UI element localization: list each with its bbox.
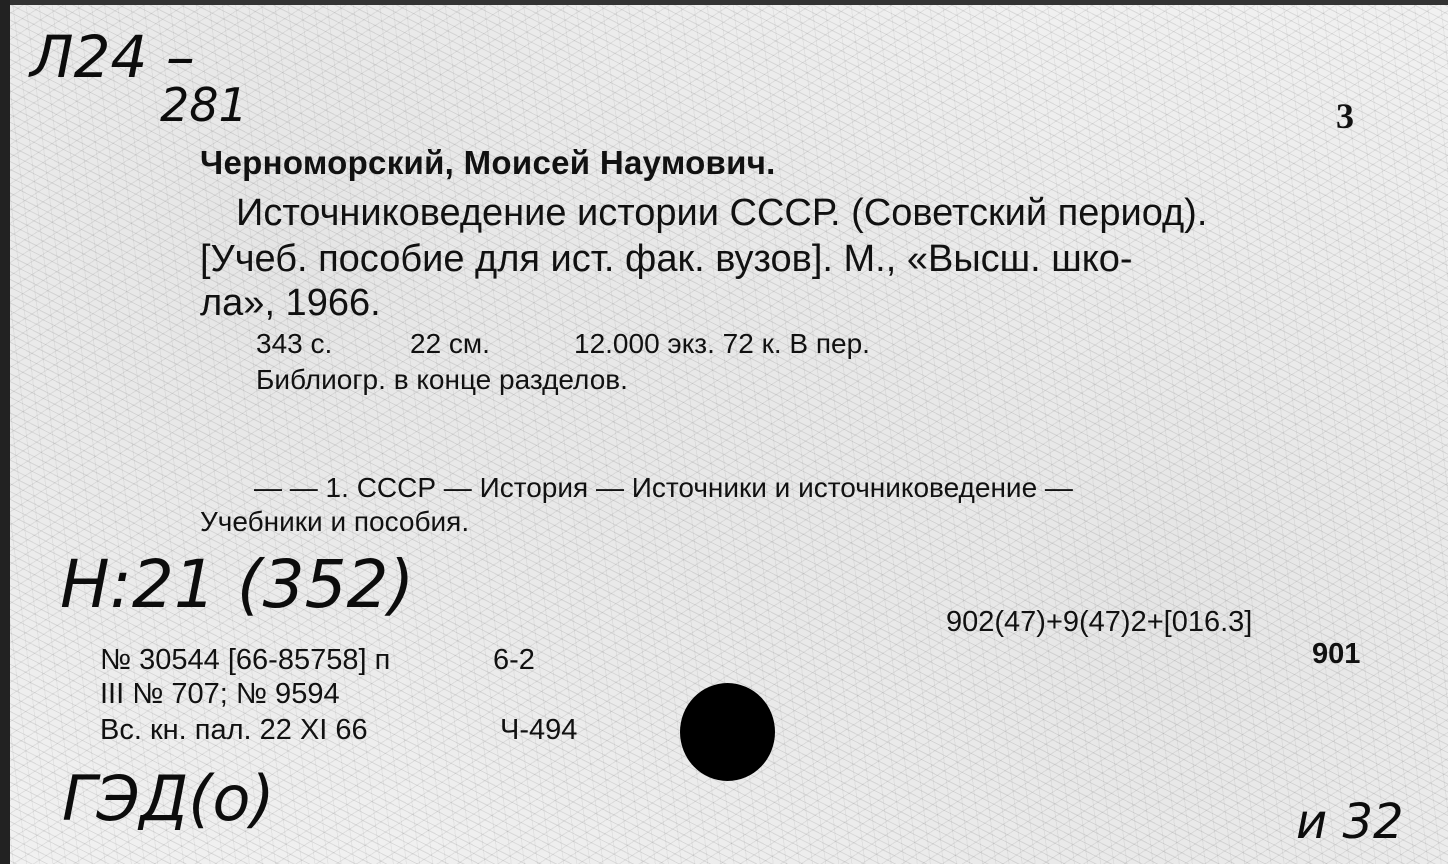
card-left-edge [0, 0, 10, 864]
book-size: 22 см. [410, 328, 490, 359]
udc-classification-sub: 901 [1312, 638, 1361, 670]
udc-classification: 902(47)+9(47)2+[016.3] [946, 606, 1253, 638]
handwritten-call-number-line2: 281 [160, 78, 248, 132]
subject-heading-line-2: Учебники и пособия. [200, 506, 470, 537]
registration-code: 6-2 [493, 644, 535, 676]
title-line-3: ла», 1966. [200, 282, 381, 324]
registration-line-2: III № 707; № 9594 [100, 678, 340, 710]
registration-date: Вс. кн. пал. 22 XI 66 [100, 714, 368, 746]
author-heading: Черноморский, Моисей Наумович. [200, 144, 776, 181]
bibliography-note: Библиогр. в конце разделов. [256, 364, 628, 395]
punched-hole [680, 683, 775, 781]
handwritten-bottom-left: ГЭД(о) [62, 762, 275, 835]
card-top-edge [0, 0, 1448, 5]
handwritten-shelf-mark: H:21 (352) [60, 546, 415, 623]
title-line-2: [Учеб. пособие для ист. фак. вузов]. М., «Высш. шко- [200, 238, 1133, 280]
copies-price: 12.000 экз. 72 к. В пер. [574, 328, 870, 359]
pages-count: 343 с. [256, 328, 333, 359]
subject-heading-line-1: — — 1. СССР — История — Источники и источниковедение — [254, 472, 1073, 503]
handwritten-bottom-right: и 32 [1296, 794, 1404, 850]
handwritten-call-number-line1: Л24 – [30, 23, 195, 91]
title-line-1: Источниковедение истории СССР. (Советский период). [236, 192, 1208, 234]
registration-number: № 30544 [66-85758] п [100, 644, 391, 676]
registration-order-code: Ч-494 [500, 714, 578, 746]
card-number: 3 [1336, 96, 1354, 136]
